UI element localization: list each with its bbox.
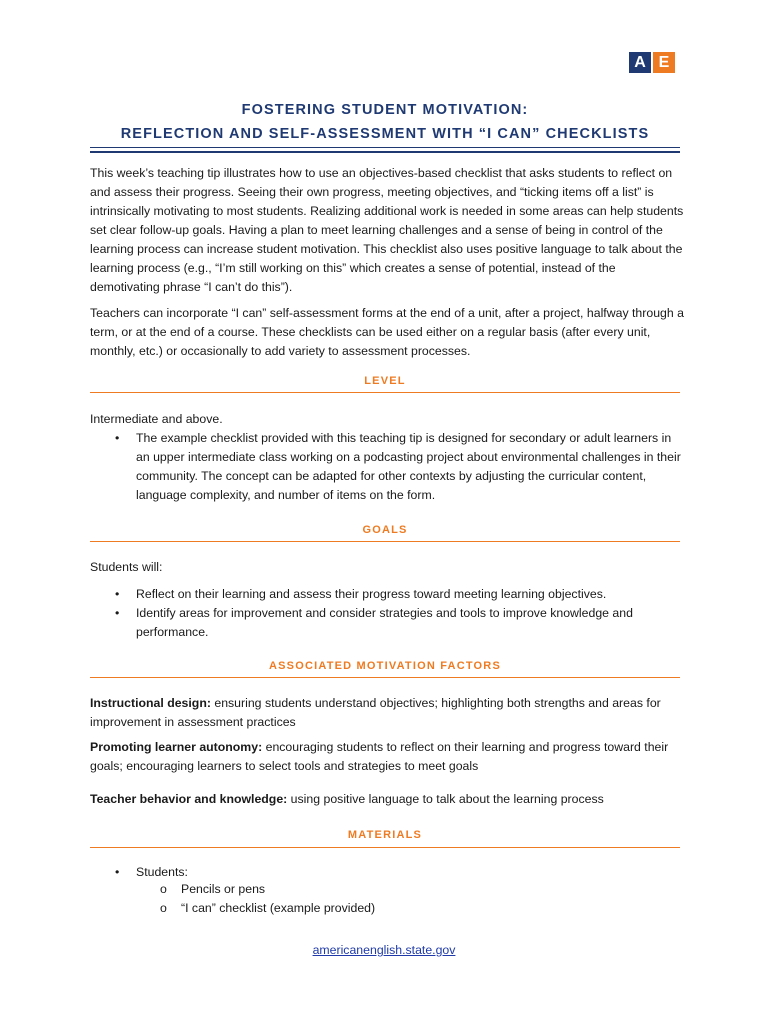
logo-letter-a: A (629, 52, 651, 73)
bullet-icon: • (115, 606, 120, 620)
goals-intro: Students will: (90, 560, 163, 574)
level-text: Intermediate and above. (90, 412, 223, 426)
intro-paragraph-2: Teachers can incorporate “I can” self-assessment forms at the end of a unit, after a project, halfway through a term, or at the end of a course. These checklists can be used either on a regular basis (after every unit, monthly, etc.) or occasionally to add variety to assessment processes. (90, 306, 684, 358)
section-heading-goals: GOALS (362, 524, 408, 536)
factor-text: ensuring students understand objectives; highlighting both strengths and areas for improvement in assessment practices (90, 696, 661, 729)
page-title-line2: REFLECTION AND SELF-ASSESSMENT WITH “I CAN” CHECKLISTS (120, 126, 650, 142)
title-rule-thick (90, 151, 680, 153)
factor-label: Instructional design: (90, 696, 211, 710)
bullet-icon: • (115, 431, 120, 445)
section-rule-materials (90, 847, 680, 848)
factor-item (90, 738, 685, 776)
factor-item (90, 790, 685, 809)
title-rule-thin (90, 147, 680, 148)
section-heading-level: LEVEL (364, 375, 406, 387)
level-bullet: The example checklist provided with this teaching tip is designed for secondary or adult learners in an upper intermediate class working on a podcasting project about environmental challenges in their community. The concept can be adapted for other contexts by adjusting the curricular content, language complexity, and number of items on the form. (136, 431, 681, 502)
intro-paragraph-1: This week’s teaching tip illustrates how to use an objectives-based checklist that asks students to reflect on and assess their progress. Seeing their own progress, meeting objectives, and “ticking items off a list” is intrinsically motivating to most students. Realizing additional work is needed in some areas can help students set clear follow-up goals. Having a plan to meet learning challenges and a sense of being in control of the learning process can increase student motivation. This checklist also uses positive language to talk about the learning process (e.g., “I’m still working on this” which creates a sense of potential, instead of the demotivating phrase “I can’t do this”). (90, 166, 684, 294)
goal-item: Identify areas for improvement and consider strategies and tools to improve knowledge and performance. (136, 606, 633, 639)
factor-item (90, 694, 685, 732)
sub-bullet-icon: o (160, 901, 167, 915)
bullet-icon: • (115, 587, 120, 601)
sub-bullet-icon: o (160, 882, 167, 896)
factor-text: using positive language to talk about the learning process (287, 792, 604, 806)
factor-label: Teacher behavior and knowledge: (90, 792, 288, 806)
page-title-line1: FOSTERING STUDENT MOTIVATION: (241, 102, 529, 118)
materials-sub-item: “I can” checklist (example provided) (181, 901, 376, 915)
logo-letter-e: E (653, 52, 675, 73)
section-rule-level (90, 392, 680, 393)
ae-logo (629, 52, 675, 73)
bullet-icon: • (115, 865, 120, 879)
footer-link[interactable]: americanenglish.state.gov (312, 943, 456, 957)
factor-label: Promoting learner autonomy: (90, 740, 263, 754)
factor-text: encouraging students to reflect on their learning and progress toward their goals; encouraging learners to select tools and strategies to meet goals (90, 740, 669, 773)
materials-students-label: Students: (136, 865, 188, 879)
materials-sub-item: Pencils or pens (181, 882, 266, 896)
goal-item: Reflect on their learning and assess their progress toward meeting learning objectives. (136, 587, 607, 601)
section-rule-goals (90, 541, 680, 542)
section-rule-factors (90, 677, 680, 678)
section-heading-materials: MATERIALS (347, 829, 423, 841)
section-heading-factors: ASSOCIATED MOTIVATION FACTORS (269, 660, 501, 672)
